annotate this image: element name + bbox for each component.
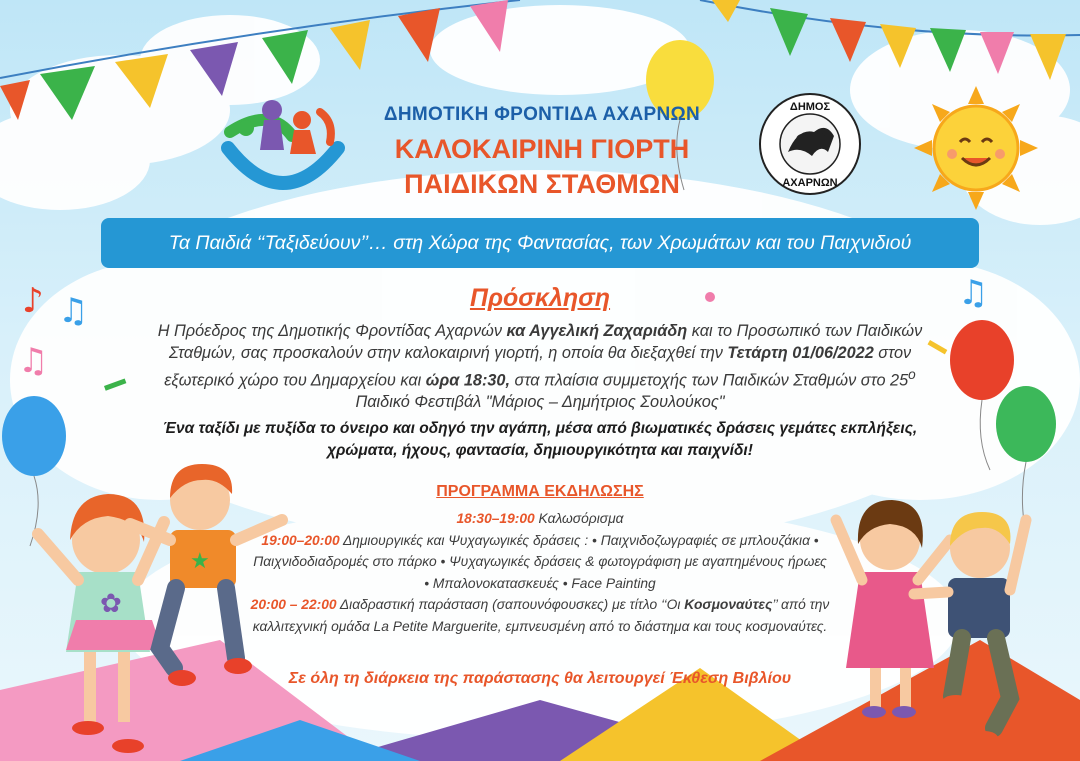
program-item: [250, 508, 830, 530]
organization-name: ΔΗΜΟΤΙΚΗ ΦΡΟΝΤΙΔΑ ΑΧΑΡΝΩΝ: [383, 104, 701, 125]
invitation-paragraph: [150, 320, 930, 413]
municipality-seal: [758, 92, 862, 196]
president-name: κα Αγγελική Ζαχαριάδη: [506, 322, 688, 340]
program-title: ΠΡΟΓΡΑΜΜΑ ΕΚΔΗΛΩΣΗΣ: [436, 483, 644, 500]
svg-text:★: ★: [190, 549, 210, 574]
program-desc: ’’ από την καλλιτεχνική ομάδα La Petite Marguerite, εμπνευσμένη από το διάστημα και τους κοσμοναύτες.: [252, 597, 830, 634]
seal-text-bottom: ΑΧΑΡΝΩΝ: [782, 177, 838, 189]
seal-text-top: ΔΗΜΟΣ: [789, 101, 831, 113]
invitation-text: Η Πρόεδρος της Δημοτικής Φροντίδας Αχαρνών: [157, 322, 507, 340]
svg-text:♫: ♫: [58, 291, 89, 331]
svg-text:♫: ♫: [958, 273, 989, 313]
svg-text:♪: ♪: [22, 281, 44, 321]
ordinal-suffix: ο: [908, 367, 916, 382]
event-title-line-2: ΠΑΙΔΙΚΩΝ ΣΤΑΘΜΩΝ: [404, 169, 680, 199]
theme-banner-text: Τα Παιδιά ‘‘Ταξιδεύουν’’… στη Χώρα της Φαντασίας, των Χρωμάτων και του Παιχνιδιού: [168, 231, 912, 254]
program-desc: Διαδραστική παράσταση (σαπουνόφουσκες) με τίτλο ‘‘Οι: [336, 597, 685, 612]
invitation-text: Παιδικό Φεστιβάλ "Μάριος – Δημήτριος Σουλούκος": [355, 393, 725, 412]
program-list: [250, 508, 830, 637]
program-desc: Δημιουργικές και Ψυχαγωγικές δράσεις : • Παιχνιδοζωγραφιές σε μπλουζάκια • Παιχνιδοδιαδρομές στο πάρκο • Ψυχαγωγικές δράσεις & φωτογράφιση με αγαπημένους ήρωες • Μπαλονοκατασκευές • Face Painting: [253, 532, 827, 591]
program-item: [250, 530, 830, 595]
svg-text:♫: ♫: [18, 341, 49, 381]
org-logo: [218, 88, 348, 198]
program-time: 19:00–20:00: [261, 532, 340, 548]
invitation-heading: Πρόσκληση: [469, 284, 611, 312]
event-time: ώρα 18:30,: [425, 371, 511, 390]
invitation-tagline: Ένα ταξίδι με πυξίδα το όνειρο και οδηγό την αγάπη, μέσα από βιωματικές δράσεις γεμάτες εκπλήξεις, χρώματα, ήχους, φαντασία, δημιουργικότητα και παιχνίδι!: [162, 420, 918, 459]
program-desc: Καλωσόρισμα: [534, 511, 624, 526]
theme-banner: [101, 218, 979, 268]
invitation-text: στα πλαίσια συμμετοχής των Παιδικών Σταθμών στο 25: [510, 371, 909, 390]
event-date: Τετάρτη 01/06/2022: [727, 344, 874, 362]
event-title-line-1: ΚΑΛΟΚΑΙΡΙΝΗ ΓΙΟΡΤΗ: [394, 134, 690, 164]
show-title: Κοσμοναύτες: [684, 597, 773, 612]
invitation-text: και το Προσωπικό των Παιδικών Σταθμών, σας προσκαλούν στην καλοκαιρινή γιορτή, η οποία θα διεξαχθεί την: [168, 322, 923, 362]
program-time: 18:30–19:00: [456, 511, 535, 526]
invitation-text: στον εξωτερικό χώρο του Δημαρχείου και: [164, 344, 912, 390]
event-title: [352, 132, 732, 202]
book-exhibition-note: Σε όλη τη διάρκεια της παράστασης θα λειτουργεί Έκθεση Βιβλίου: [288, 670, 792, 687]
program-item: [250, 594, 830, 637]
program-time: 20:00 – 22:00: [250, 597, 337, 612]
svg-text:✿: ✿: [100, 589, 122, 619]
